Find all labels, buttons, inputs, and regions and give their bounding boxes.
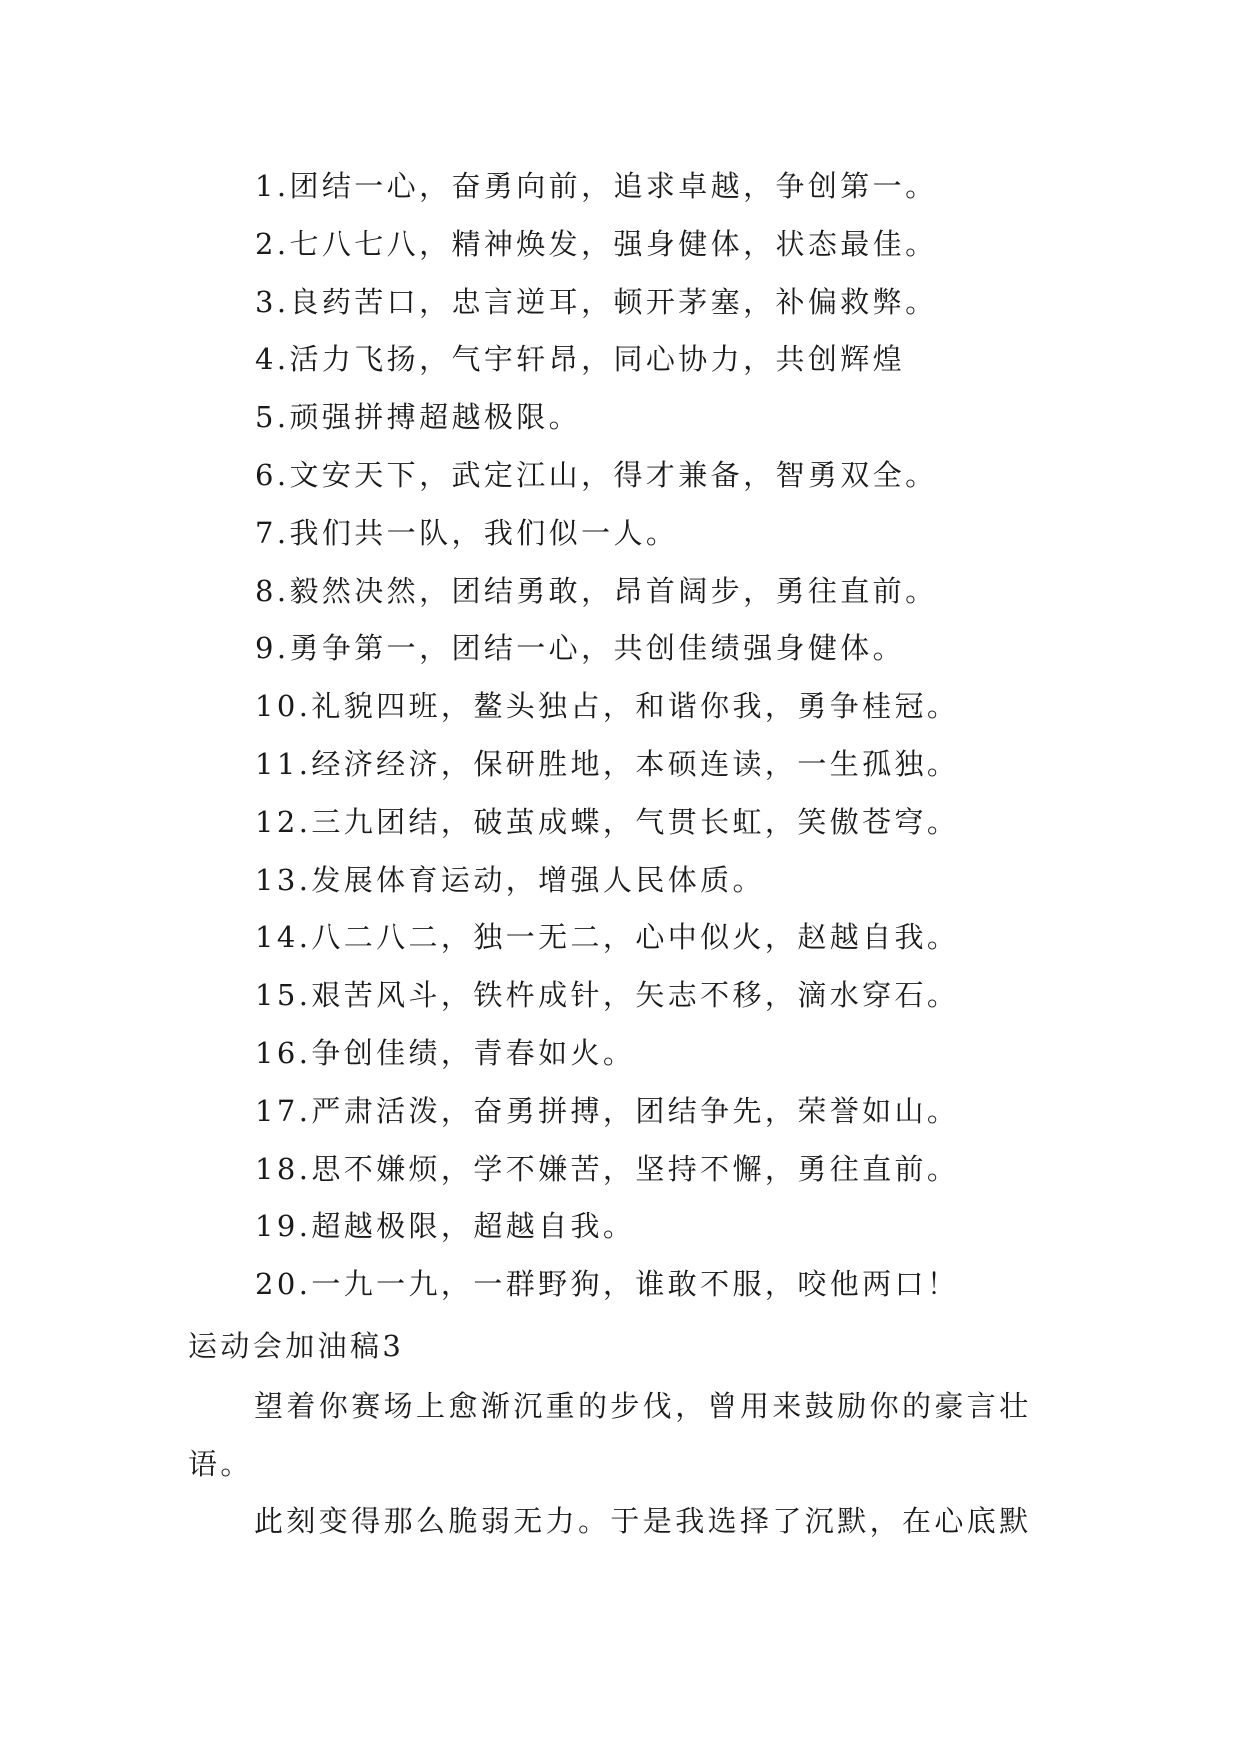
slogan-item: 11.经济经济，保研胜地，本硕连读，一生孤独。 [255,746,960,781]
slogan-item: 1.团结一心，奋勇向前，追求卓越，争创第一。 [255,169,938,203]
slogan-item: 17.严肃活泼，奋勇拼搏，团结争先，荣誉如山。 [255,1093,960,1128]
slogan-list [255,158,959,1314]
slogan-item: 8.毅然决然，团结勇敢，昂首阔步，勇往直前。 [255,573,938,608]
slogan-item: 2.七八七八，精神焕发，强身健体，状态最佳。 [255,226,938,261]
slogan-item: 14.八二八二，独一无二，心中似火，赵越自我。 [255,920,960,955]
body-paragraph: 望着你赛场上愈渐沉重的步伐，曾用来鼓励你的豪言壮语。 [188,1389,1032,1481]
slogan-item: 15.艰苦风斗，铁杵成针，矢志不移，滴水穿石。 [255,978,960,1013]
slogan-item: 18.思不嫌烦，学不嫌苦，坚持不懈，勇往直前。 [255,1151,960,1186]
body-paragraph: 此刻变得那么脆弱无力。于是我选择了沉默，在心底默 [254,1504,1032,1538]
slogan-item: 4.活力飞扬，气宇轩昂，同心协力，共创辉煌 [255,342,906,377]
slogan-item: 5.顽强拼搏超越极限。 [255,400,582,435]
slogan-item: 3.良药苦口，忠言逆耳，顿开茅塞，补偏救弊。 [255,284,938,319]
slogan-item: 10.礼貌四班，鳌头独占，和谐你我，勇争桂冠。 [255,689,960,724]
slogan-item: 12.三九团结，破茧成蝶，气贯长虹，笑傲苍穹。 [255,804,960,839]
slogan-item: 7.我们共一队，我们似一人。 [255,515,679,550]
slogan-item: 20.一九一九，一群野狗，谁敢不服，咬他两口！ [255,1267,960,1302]
slogan-item: 13.发展体育运动，增强人民体质。 [255,862,765,897]
slogan-item: 19.超越极限，超越自我。 [255,1209,636,1244]
section-title: 运动会加油稿3 [188,1329,405,1363]
slogan-item: 9.勇争第一，团结一心，共创佳绩强身健体。 [255,631,906,666]
slogan-item: 6.文安天下，武定江山，得才兼备，智勇双全。 [255,457,938,492]
slogan-item: 16.争创佳绩，青春如火。 [255,1035,636,1070]
